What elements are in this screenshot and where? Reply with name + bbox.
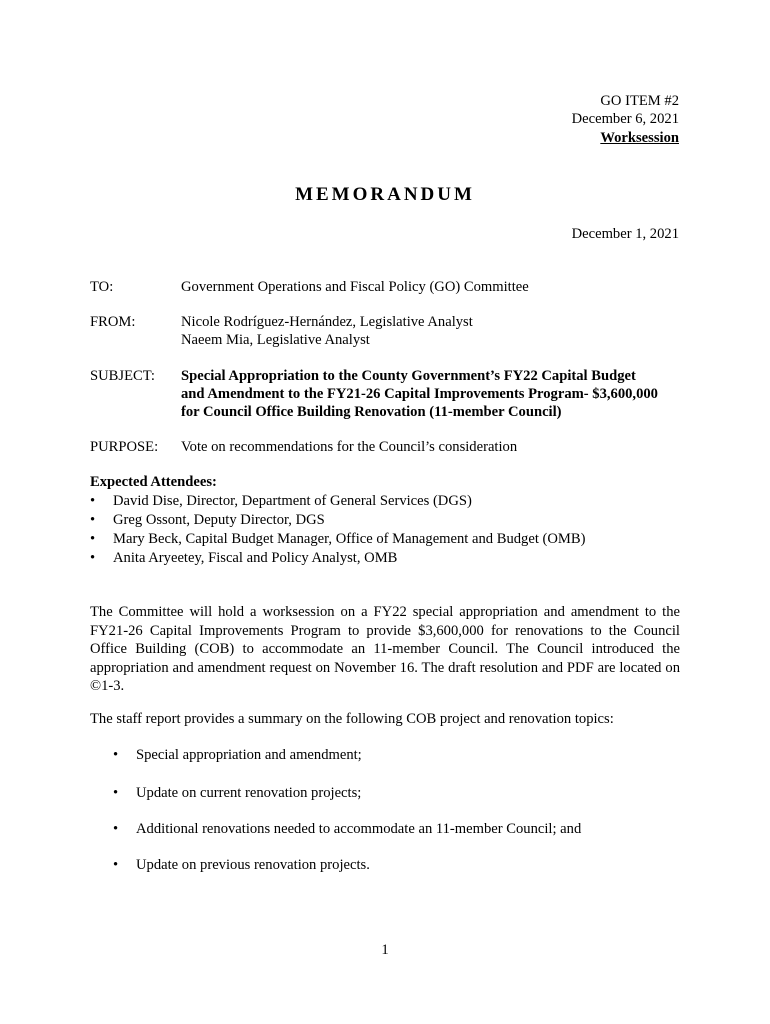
to-label: TO: (90, 279, 114, 295)
session-type: Worksession (600, 130, 679, 146)
bullet-icon: • (90, 493, 96, 509)
subject-line: and Amendment to the FY21-26 Capital Improvements Program- $3,600,000 (181, 386, 658, 402)
topic-item: Update on previous renovation projects. (136, 857, 370, 873)
bullet-icon: • (113, 821, 119, 837)
subject-label: SUBJECT: (90, 368, 155, 384)
bullet-icon: • (113, 747, 119, 763)
to-value: Government Operations and Fiscal Policy (GO) Committee (181, 279, 529, 295)
attendees-heading: Expected Attendees: (90, 474, 217, 490)
purpose-value: Vote on recommendations for the Council’s consideration (181, 439, 518, 455)
memo-date: December 1, 2021 (571, 226, 679, 242)
bullet-icon: • (90, 512, 96, 528)
subject-line: for Council Office Building Renovation (11-member Council) (181, 404, 562, 420)
attendee-item: Anita Aryeetey, Fiscal and Policy Analyst, OMB (113, 550, 398, 566)
bullet-icon: • (90, 531, 96, 547)
attendee-item: David Dise, Director, Department of General Services (DGS) (113, 493, 472, 509)
from-label: FROM: (90, 314, 136, 330)
meeting-date: December 6, 2021 (571, 111, 679, 127)
go-item-number: GO ITEM #2 (600, 93, 679, 109)
subject-line: Special Appropriation to the County Government’s FY22 Capital Budget (181, 368, 636, 384)
page-number: 1 (381, 942, 389, 958)
bullet-icon: • (90, 550, 96, 566)
topic-item: Special appropriation and amendment; (136, 747, 362, 763)
bullet-icon: • (113, 857, 119, 873)
memo-title: MEMORANDUM (295, 184, 475, 205)
body-paragraph: The staff report provides a summary on the following COB project and renovation topics: (90, 711, 614, 727)
from-line: Nicole Rodríguez-Hernández, Legislative Analyst (181, 314, 473, 330)
topic-item: Update on current renovation projects; (136, 785, 362, 801)
from-line: Naeem Mia, Legislative Analyst (181, 332, 370, 348)
purpose-label: PURPOSE: (90, 439, 159, 455)
topic-item: Additional renovations needed to accommodate an 11-member Council; and (136, 821, 582, 837)
body-paragraph: The Committee will hold a worksession on a FY22 special appropriation and amendment to the FY21-26 Capital Improvements Program to provide $3,600,000 for renovations to the Council Office Building (COB) to accommodate an 11-member Council. The Council introduced the appropriation and amendment request on November 16. The draft resolution and PDF are located on ©1-3. (90, 604, 680, 694)
bullet-icon: • (113, 785, 119, 801)
attendee-item: Greg Ossont, Deputy Director, DGS (113, 512, 325, 528)
attendee-item: Mary Beck, Capital Budget Manager, Office of Management and Budget (OMB) (113, 531, 586, 547)
